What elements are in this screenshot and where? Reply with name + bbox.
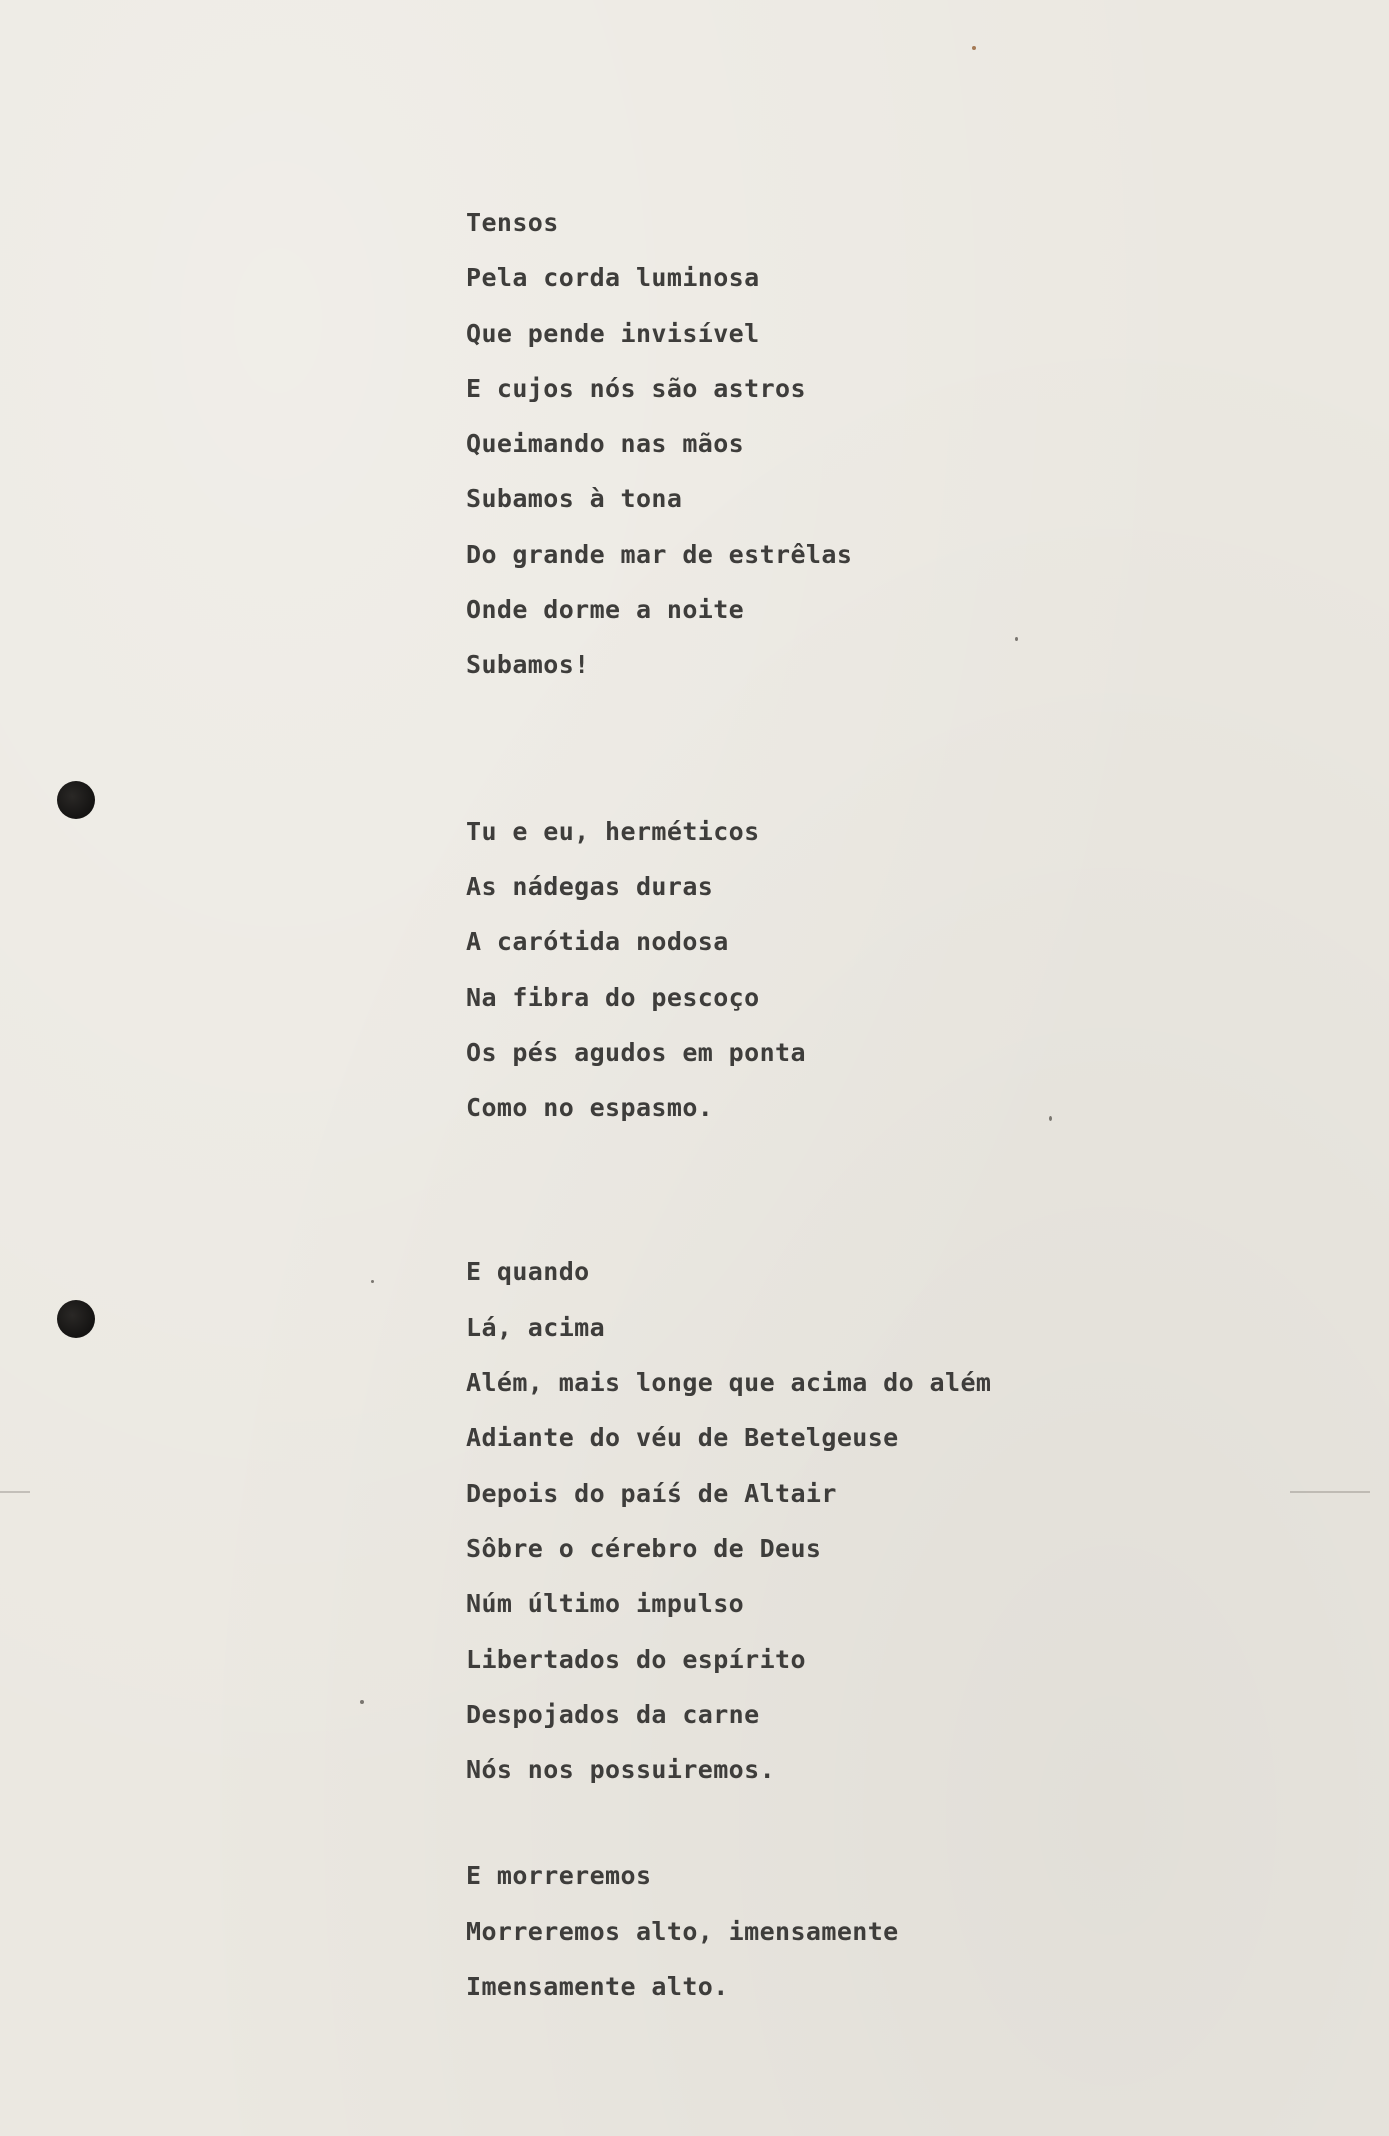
poem-line: Que pende invisível [466,318,760,348]
poem-line: As nádegas duras [466,871,714,901]
poem-line: A carótida nodosa [466,927,729,957]
poem-line: Queimando nas mãos [466,429,745,459]
poem-line: Tu e eu, herméticos [466,816,760,846]
poem-line: Depois do paíś de Altair [466,1478,837,1508]
poem-line: E cujos nós são astros [466,373,806,403]
poem-line: Subamos! [466,650,590,680]
poem-line: Sôbre o cérebro de Deus [466,1533,822,1563]
stanza-4 [466,1861,1166,2027]
poem-line: Lá, acima [466,1312,606,1342]
punch-hole-top [57,781,95,819]
poem-line: Pela corda luminosa [466,263,760,293]
poem-line: Além, mais longe que acima do além [466,1368,992,1398]
poem-line: Nós nos possuiremos. [466,1755,776,1785]
stanza-1 [466,208,1166,706]
poem-line: Imensamente alto. [466,1972,729,2002]
poem-text [466,208,1166,2027]
paper-speck [371,1280,374,1283]
poem-line: E quando [466,1257,590,1287]
paper-speck [972,46,976,50]
poem-line: Libertados do espírito [466,1644,806,1674]
poem-line: Tensos [466,208,559,237]
poem-line: Do grande mar de estrêlas [466,539,853,569]
paper-speck [360,1700,364,1704]
poem-line: Os pés agudos em ponta [466,1037,806,1067]
poem-line: E morreremos [466,1861,652,1891]
stanza-3 [466,1257,1166,1810]
fold-mark-left [0,1491,30,1493]
poem-line: Despojados da carne [466,1699,760,1729]
stanza-2 [466,817,1166,1149]
poem-line: Morreremos alto, imensamente [466,1916,899,1946]
poem-line: Adiante do véu de Betelgeuse [466,1423,899,1453]
poem-line: Como no espasmo. [466,1093,714,1123]
poem-line: Na fibra do pescoço [466,982,760,1012]
fold-mark-right [1290,1491,1370,1493]
poem-line: Subamos à tona [466,484,683,514]
poem-line: Núm último impulso [466,1589,745,1619]
punch-hole-bottom [57,1300,95,1338]
poem-line: Onde dorme a noite [466,595,745,625]
